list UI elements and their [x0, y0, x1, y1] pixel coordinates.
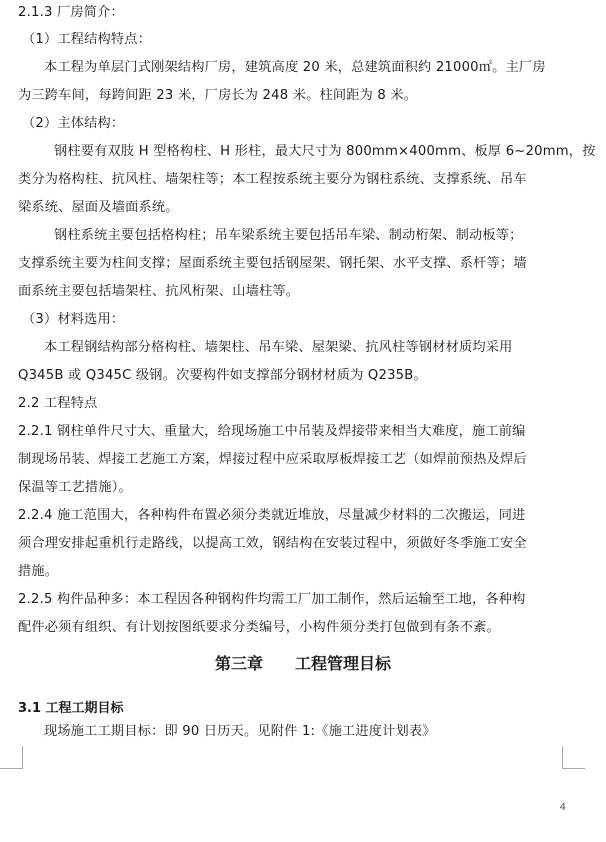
paragraph-line: 配件必须有组织、有计划按图纸要求分类编号，小构件须分类打包做到有条不紊。 — [18, 620, 500, 635]
subsection-title: （3）材料选用： — [22, 312, 125, 327]
paragraph-line: 钢柱要有双肢 H 型格构柱、H 形柱，最大尺寸为 800mm×400mm、板厚 6~20mm，按 — [54, 144, 596, 159]
section-heading-2-2: 2.2 工程特点 — [18, 396, 98, 411]
paragraph-line: 梁系统、屋面及墙面系统。 — [18, 200, 179, 215]
paragraph-line: 钢柱系统主要包括格构柱；吊车梁系统主要包括吊车梁、制动桁架、制动板等； — [54, 228, 523, 243]
paragraph-line: 面系统主要包括墙架柱、抗风桁架、山墙柱等。 — [18, 284, 300, 299]
paragraph-line: 须合理安排起重机行走路线，以提高工效，钢结构在安装过程中，须做好冬季施工安全 — [18, 536, 527, 551]
paragraph-line: Q345B 或 Q345C 级钢。次要构件如支撑部分钢材材质为 Q235B。 — [18, 368, 427, 383]
paragraph-line: 2.2.4 施工范围大，各种构件布置必须分类就近堆放，尽量减少材料的二次搬运，同进 — [18, 508, 526, 523]
chapter-heading: 第三章 工程管理目标 — [214, 654, 391, 673]
page-number: 4 — [559, 802, 566, 813]
paragraph-line: 保温等工艺措施）。 — [18, 480, 132, 495]
section-heading-3-1: 3.1 工程工期目标 — [18, 701, 124, 716]
paragraph-line: 措施。 — [18, 564, 59, 579]
subsection-title: （2）主体结构： — [22, 116, 125, 131]
paragraph-line: 2.2.5 构件品种多：本工程因各种钢构件均需工厂加工制作，然后运输至工地，各种构 — [18, 592, 526, 607]
page-corner-mark-right — [562, 746, 585, 769]
paragraph-line: 本工程钢结构部分格构柱、墙架柱、吊车梁、屋架梁、抗风柱等钢材材质均采用 — [44, 340, 513, 355]
section-heading-2-1-3: 2.1.3 厂房简介： — [18, 5, 124, 20]
paragraph-line: 2.2.1 钢柱单件尺寸大、重量大，给现场施工中吊装及焊接带来相当大难度，施工前编 — [18, 424, 526, 439]
paragraph-line: 为三跨车间，每跨间距 23 米，厂房长为 248 米。柱间距为 8 米。 — [18, 88, 418, 103]
page-corner-mark-left — [0, 746, 23, 769]
subsection-title: （1）工程结构特点： — [22, 32, 152, 47]
paragraph-line: 本工程为单层门式刚架结构厂房，建筑高度 20 米，总建筑面积约 21000㎡。主厂房 — [44, 60, 546, 75]
paragraph-line: 制现场吊装、焊接工艺施工方案，焊接过程中应采取厚板焊接工艺（如焊前预热及焊后 — [18, 452, 527, 467]
paragraph-line: 类分为格构柱、抗风柱、墙架柱等；本工程按系统主要分为钢柱系统、支撑系统、吊车 — [18, 172, 527, 187]
paragraph-line: 现场施工工期目标：即 90 日历天。见附件 1:《施工进度计划表》 — [44, 724, 436, 739]
paragraph-line: 支撑系统主要为柱间支撑；屋面系统主要包括钢屋架、钢托架、水平支撑、系杆等；墙 — [18, 256, 527, 271]
